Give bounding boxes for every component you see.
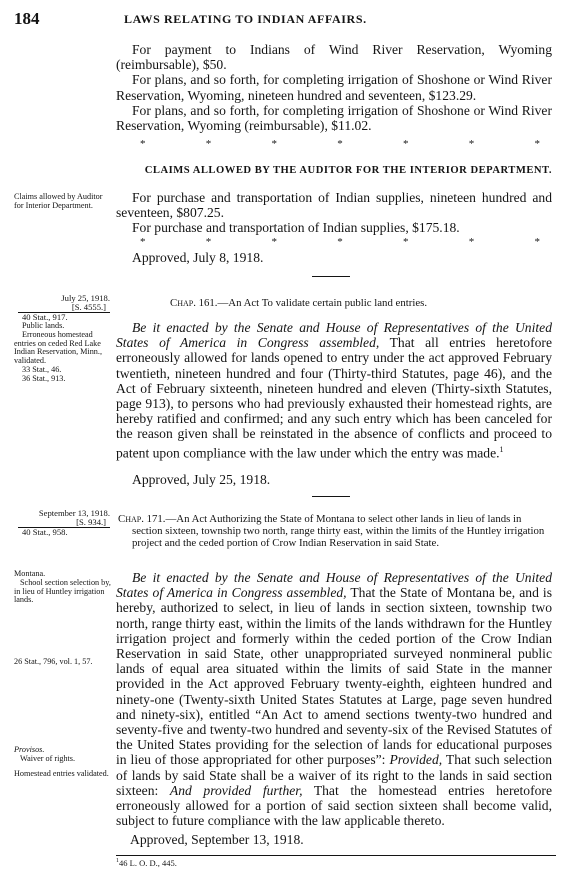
chap171-proviso-text: Waiver of rights. bbox=[20, 753, 76, 763]
star: * bbox=[534, 236, 540, 248]
chap161-title-text: —An Act To validate certain public land entries. bbox=[217, 297, 428, 309]
chap171-body-part3: That the homestead entries heretofore erroneously allowed for a portion of said section sixteen shall become valid, subject to future compliance with the law applicable thereto. bbox=[116, 782, 552, 829]
chap161-date-block bbox=[18, 294, 110, 322]
footnote bbox=[116, 858, 177, 868]
chap171-enacting-clause: Be it enacted by the Senate and House of Representatives of the United States of America in Congress assembled, bbox=[116, 570, 552, 601]
page-header bbox=[14, 9, 548, 31]
intro-paragraph: For payment to Indians of Wind River Reservation, Wyoming (reimbursable), $50. bbox=[116, 42, 552, 73]
chap171-approved: Approved, September 13, 1918. bbox=[130, 832, 304, 847]
chap171-date-block bbox=[18, 509, 110, 537]
chap171-margin-proviso bbox=[14, 746, 112, 764]
chap161-bill-ref: [S. 4555.] bbox=[18, 303, 110, 313]
chap171-date: September 13, 1918. bbox=[38, 508, 110, 518]
star: * bbox=[271, 236, 277, 248]
star: * bbox=[271, 138, 277, 150]
claims-margin-note: Claims allowed by Auditor for Interior Department. bbox=[14, 192, 103, 210]
star: * bbox=[337, 236, 343, 248]
chap171-title-text: —An Act Authorizing the State of Montana to select other lands in lieu of lands in section sixteen, township two north, range thirty east, within the limits of the Huntley irrigation project and the ceded portion of Crow Indian Reservation in said State. bbox=[132, 513, 545, 549]
page-number: 184 bbox=[14, 9, 40, 28]
chap161-margin-main: Public lands. bbox=[22, 321, 65, 330]
chap161-body-text: That all entries heretofore erroneously allowed for lands opened to entry under the act approved February twentieth, nineteen hundred and four (Thirty-third Statutes, page 46), and the Act of February sixteenth, nineteen hundred and eleven (Thirty-sixth Statutes, page 913), to persons who had previously exhausted their homestead rights, are hereby ratified and confirmed; and any such entry which has been canceled for the reason given shall be reinstated in the absence of conflicts and proceed to patent upon compliance with the law under which the entry was made. bbox=[116, 335, 552, 461]
footnote-rule bbox=[116, 855, 556, 856]
chap171-margin-notes bbox=[14, 570, 112, 605]
section-divider-2 bbox=[312, 496, 350, 497]
chap171-margin-main: Montana. bbox=[14, 569, 46, 578]
intro-paragraph: For plans, and so forth, for completing irrigation of Shoshone or Wind River Reservation, Wyoming (reimbursable), $11.02. bbox=[116, 102, 552, 134]
star: * bbox=[140, 236, 146, 248]
chap171-body bbox=[116, 570, 552, 828]
star: * bbox=[403, 236, 409, 248]
intro-paragraph: For plans, and so forth, for completing irrigation of Shoshone or Wind River Reservation, Wyoming, nineteen hundred and seventeen, $123.29. bbox=[116, 72, 552, 103]
star: * bbox=[205, 236, 212, 248]
chap171-margin-stat: 26 Stat., 796, vol. 1, 57. bbox=[14, 657, 93, 666]
star: * bbox=[534, 138, 540, 150]
chap171-title-prefix: Chap. 171. bbox=[118, 513, 166, 525]
chap171-proviso-label: Provisos. bbox=[14, 745, 45, 754]
star: * bbox=[468, 138, 475, 150]
chap171-provided-1: Provided, bbox=[389, 752, 443, 768]
chap161-stat-ref: 40 Stat., 917. bbox=[22, 312, 68, 322]
chap161-margin-notes bbox=[14, 322, 112, 384]
chap161-footnote-marker: 1 bbox=[499, 444, 504, 454]
star: * bbox=[140, 138, 146, 150]
chap161-enacting-clause: Be it enacted by the Senate and House of Representatives of the United States of America in Congress assembled, bbox=[116, 320, 552, 351]
footnote-marker: 1 bbox=[116, 858, 119, 865]
chap171-body-part1: That the State of Montana be, and is hereby, authorized to select, in lieu of lands in section sixteen, township two north, range thirty east, within the limits of the lands withdrawn for the Huntley irrigation project and formerly within the ceded portion of the Crow Indian Reservation in said State, other unappropriated surveyed nonmineral public lands of equal area situated within the limits of said State in the manner provided in the Act approved February twenty-eighth, eighteen hundred and ninety-one (Twenty-sixth United States Statutes at Large, page seven hundred and ninety-six), entitled “An Act to amend sections twenty-two hundred and seventy-five and twenty-two hundred and seventy-six of the Revised Statutes of the United States providing for the selection of lands for educational purposes in lieu of those appropriated for other purposes”: bbox=[116, 585, 552, 768]
claims-paragraph: For purchase and transportation of Indian supplies, $175.18. bbox=[132, 220, 460, 236]
ellipsis-stars bbox=[140, 138, 540, 150]
chap171-body-part2: That such selection of lands by said State shall be a waiver of its right to the lands in said section sixteen: bbox=[116, 752, 553, 798]
chap171-margin-homestead: Homestead entries validated. bbox=[14, 769, 109, 778]
chap171-margin-sub: School section selection by, in lieu of Huntley irrigation lands. bbox=[14, 577, 111, 605]
chap171-bill-ref: [S. 934.] bbox=[18, 518, 110, 528]
chap161-date: July 25, 1918. bbox=[61, 293, 110, 303]
section-divider bbox=[312, 276, 350, 277]
claims-approved: Approved, July 8, 1918. bbox=[132, 250, 264, 265]
claims-paragraphs bbox=[116, 190, 552, 236]
chap161-title bbox=[170, 298, 552, 310]
chap161-title-prefix: Chap. 161. bbox=[170, 297, 218, 309]
claims-heading: CLAIMS ALLOWED BY THE AUDITOR FOR THE INTERIOR DEPARTMENT. bbox=[144, 165, 552, 176]
running-head: LAWS RELATING TO INDIAN AFFAIRS. bbox=[124, 12, 367, 26]
claims-paragraph: For purchase and transportation of Indian supplies, nineteen hundred and seventeen, $807.25. bbox=[116, 190, 552, 221]
chap161-margin-sub: Erroneous homestead entries on ceded Red Lake Indian Reservation, Minn., validated. bbox=[14, 329, 102, 366]
chap161-approved: Approved, July 25, 1918. bbox=[132, 472, 271, 487]
chap171-provided-2: And provided further, bbox=[169, 782, 303, 798]
chap161-margin-stat1: 33 Stat., 46. bbox=[22, 364, 62, 374]
star: * bbox=[403, 138, 409, 150]
chap161-body bbox=[116, 320, 552, 460]
chap171-stat-ref: 40 Stat., 958. bbox=[22, 527, 68, 537]
ellipsis-stars-2 bbox=[140, 236, 540, 248]
chap161-margin-stat2: 36 Stat., 913. bbox=[22, 373, 66, 383]
intro-paragraphs bbox=[116, 42, 552, 133]
star: * bbox=[337, 138, 343, 150]
star: * bbox=[468, 236, 475, 248]
chap171-title bbox=[118, 514, 552, 549]
star: * bbox=[205, 138, 212, 150]
footnote-text: 46 L. O. D., 445. bbox=[119, 858, 177, 868]
